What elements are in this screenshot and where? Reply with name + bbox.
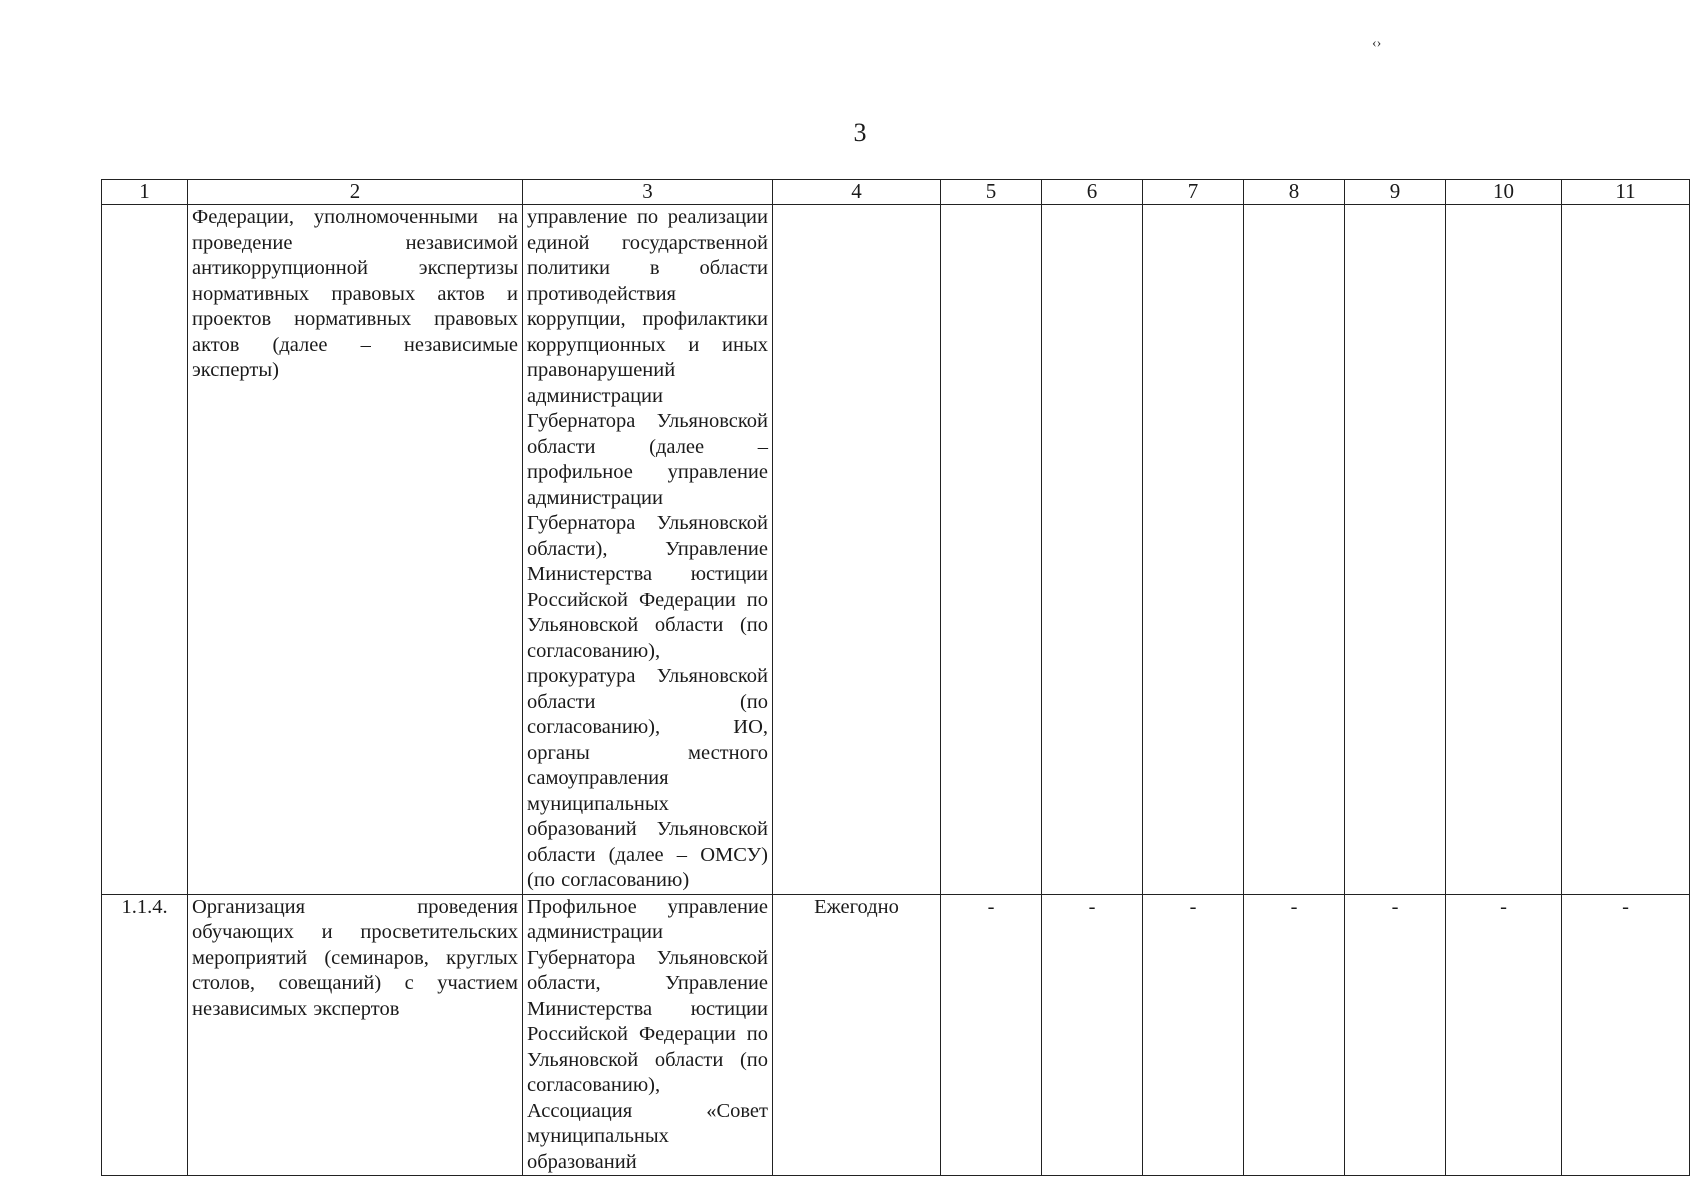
value-cell: -: [1446, 894, 1562, 1176]
value-cell: -: [1345, 894, 1446, 1176]
column-header: 11: [1562, 180, 1690, 205]
column-number-row: [102, 180, 1690, 205]
column-header: 6: [1042, 180, 1143, 205]
value-cell: -: [941, 894, 1042, 1176]
column-header: 7: [1143, 180, 1244, 205]
value-cell: [1446, 205, 1562, 895]
corner-mark: ‹›: [1372, 36, 1382, 51]
column-header: 4: [773, 180, 941, 205]
column-header: 10: [1446, 180, 1562, 205]
table-row: [102, 894, 1690, 1176]
value-cell: -: [1143, 894, 1244, 1176]
table-row: [102, 205, 1690, 895]
event-description: Федерации, уполномоченными на проведение независимой антикоррупционной экспертизы нормативных правовых актов и проектов нормативных правовых актов (далее – независимые эксперты): [188, 205, 523, 895]
value-cell: [1042, 205, 1143, 895]
item-number: 1.1.4.: [102, 894, 188, 1176]
value-cell: -: [1244, 894, 1345, 1176]
event-description: Организация проведения обучающих и просветительских мероприятий (семинаров, круглых столов, совещаний) с участием независимых экспертов: [188, 894, 523, 1176]
column-header: 2: [188, 180, 523, 205]
value-cell: -: [1562, 894, 1690, 1176]
value-cell: [1562, 205, 1690, 895]
value-cell: [1244, 205, 1345, 895]
value-cell: [1143, 205, 1244, 895]
value-cell: [1345, 205, 1446, 895]
term: Ежегодно: [773, 894, 941, 1176]
executors: Профильное управление администрации Губернатора Ульяновской области, Управление Министерства юстиции Российской Федерации по Ульяновской области (по согласованию), Ассоциация «Совет муниципальных образований: [523, 894, 773, 1176]
term: [773, 205, 941, 895]
value-cell: -: [1042, 894, 1143, 1176]
column-header: 3: [523, 180, 773, 205]
plan-table: [101, 179, 1690, 1176]
column-header: 9: [1345, 180, 1446, 205]
executors: управление по реализации единой государственной политики в области противодействия коррупции, профилактики коррупционных и иных правонарушений администрации Губернатора Ульяновской области (далее – профильное управление администрации Губернатора Ульяновской области), Управление Министерства юстиции Российской Федерации по Ульяновской области (по согласованию), прокуратура Ульяновской области (по согласованию), ИО, органы местного самоуправления муниципальных образований Ульяновской области (далее – ОМСУ) (по согласованию): [523, 205, 773, 895]
column-header: 8: [1244, 180, 1345, 205]
value-cell: [941, 205, 1042, 895]
column-header: 5: [941, 180, 1042, 205]
item-number: [102, 205, 188, 895]
column-header: 1: [102, 180, 188, 205]
page-number: 3: [853, 118, 867, 147]
